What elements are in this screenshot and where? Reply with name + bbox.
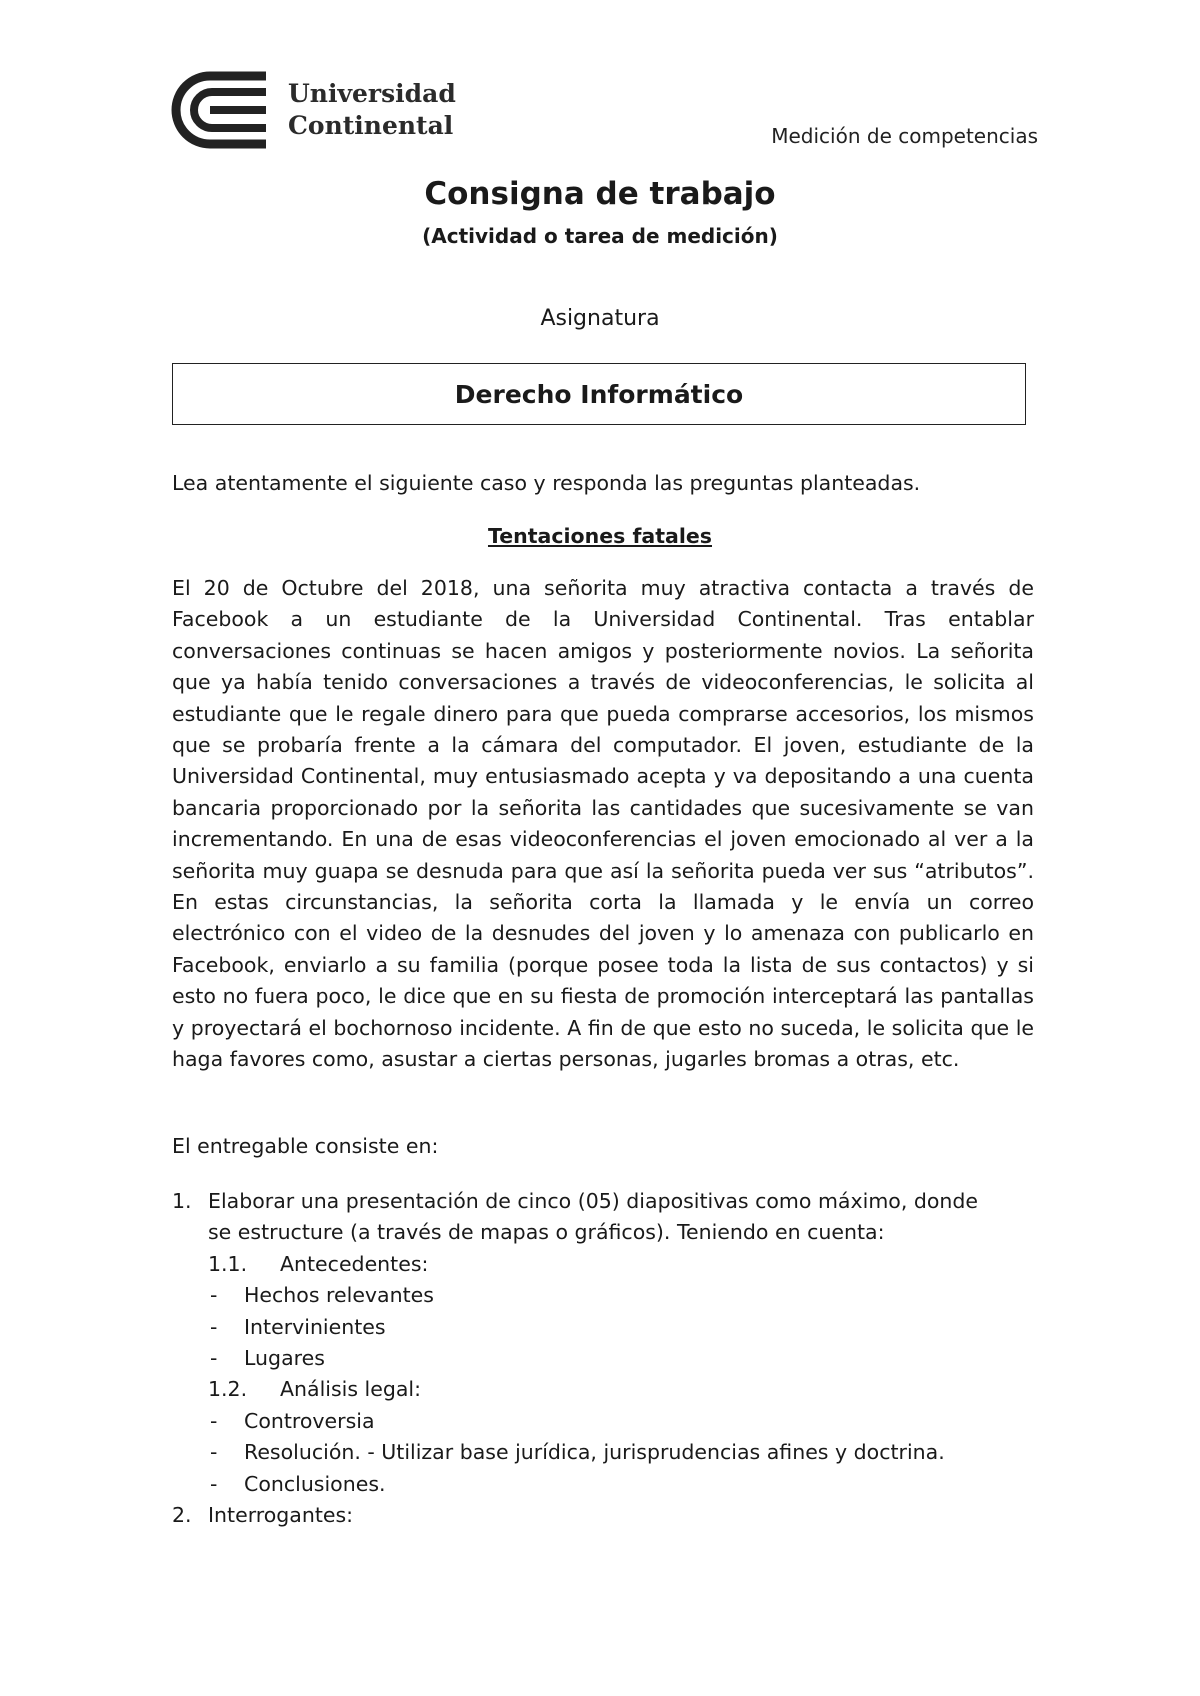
list-text: Interrogantes: bbox=[208, 1502, 354, 1527]
list-item-continuation bbox=[172, 1217, 1052, 1248]
logo-line-1: Universidad bbox=[288, 79, 456, 108]
bullet-text: Controversia bbox=[244, 1408, 375, 1433]
bullet-icon: - bbox=[210, 1408, 218, 1433]
bullet-text: Resolución. - Utilizar base jurídica, jurisprudencias afines y doctrina. bbox=[244, 1440, 945, 1465]
bullet-item bbox=[172, 1343, 1052, 1374]
university-logo-icon bbox=[170, 70, 274, 150]
course-box bbox=[172, 363, 1026, 425]
bullet-item bbox=[172, 1469, 1052, 1500]
intro-text: Lea atentamente el siguiente caso y responda las preguntas planteadas. bbox=[172, 471, 921, 495]
sublist-number: 1.1. bbox=[208, 1251, 248, 1276]
list-text: se estructure (a través de mapas o gráficos). Teniendo en cuenta: bbox=[208, 1220, 885, 1245]
list-text: Elaborar una presentación de cinco (05) diapositivas como máximo, donde bbox=[208, 1189, 979, 1213]
course-name: Derecho Informático bbox=[454, 379, 744, 409]
case-title: Tentaciones fatales bbox=[487, 524, 712, 548]
page-subtitle: (Actividad o tarea de medición) bbox=[422, 224, 778, 248]
list-item bbox=[172, 1186, 1052, 1217]
bullet-item bbox=[172, 1406, 1052, 1437]
deliverable-list bbox=[172, 1186, 1052, 1531]
bullet-icon: - bbox=[210, 1283, 218, 1308]
list-number: 2. bbox=[172, 1502, 192, 1527]
sublist-number: 1.2. bbox=[208, 1377, 248, 1402]
list-item bbox=[172, 1500, 1052, 1531]
bullet-item bbox=[172, 1280, 1052, 1311]
sublist-item bbox=[172, 1374, 1052, 1405]
bullet-text: Intervinientes bbox=[244, 1314, 386, 1339]
logo-line-2: Continental bbox=[288, 111, 454, 140]
sublist-text: Análisis legal: bbox=[280, 1377, 422, 1402]
case-body: El 20 de Octubre del 2018, una señorita muy atractiva contacta a través de Facebook a un estudiante de la Universidad Continental. Tras entablar conversaciones continuas se hacen amigos y posteriormente novios. La señorita que ya había tenido conversaciones a través de videoconferencias, le solicita al estudiante que le regale dinero para que pueda comprarse accesorios, los mismos que se probaría frente a la cámara del computador. El joven, estudiante de la Universidad Continental, muy entusiasmado acepta y va depositando a una cuenta bancaria proporcionado por la señorita las cantidades que sucesivamente se van incrementando. En una de esas videoconferencias el joven emocionado al ver a la señorita muy guapa se desnuda para que así la señorita pueda ver sus “atributos”. En estas circunstancias, la señorita corta la llamada y le envía un correo electrónico con el video de la desnudes del joven y lo amenaza con publicarlo en Facebook, enviarlo a su familia (porque posee toda la lista de sus contactos) y si esto no fuera poco, le dice que en su fiesta de promoción interceptará las pantallas y proyectará el bochornoso incidente. A fin de que esto no suceda, le solicita que le haga favores como, asustar a ciertas personas, jugarles bromas a otras, etc. bbox=[172, 576, 1034, 1072]
bullet-text: Lugares bbox=[244, 1345, 325, 1370]
bullet-icon: - bbox=[210, 1471, 218, 1496]
bullet-text: Hechos relevantes bbox=[244, 1283, 434, 1308]
bullet-text: Conclusiones. bbox=[244, 1471, 386, 1496]
sublist-item bbox=[172, 1249, 1052, 1280]
bullet-item bbox=[172, 1312, 1052, 1343]
list-number: 1. bbox=[172, 1189, 192, 1213]
logo-text bbox=[288, 78, 456, 142]
sublist-text: Antecedentes: bbox=[280, 1251, 429, 1276]
bullet-icon: - bbox=[210, 1440, 218, 1465]
bullet-icon: - bbox=[210, 1345, 218, 1370]
university-logo bbox=[170, 70, 456, 150]
page-title: Consigna de trabajo bbox=[424, 176, 776, 212]
header-label: Medición de competencias bbox=[771, 124, 1038, 148]
bullet-icon: - bbox=[210, 1314, 218, 1339]
bullet-item bbox=[172, 1437, 1052, 1468]
deliverable-intro: El entregable consiste en: bbox=[172, 1134, 439, 1158]
asignatura-label: Asignatura bbox=[540, 306, 660, 331]
